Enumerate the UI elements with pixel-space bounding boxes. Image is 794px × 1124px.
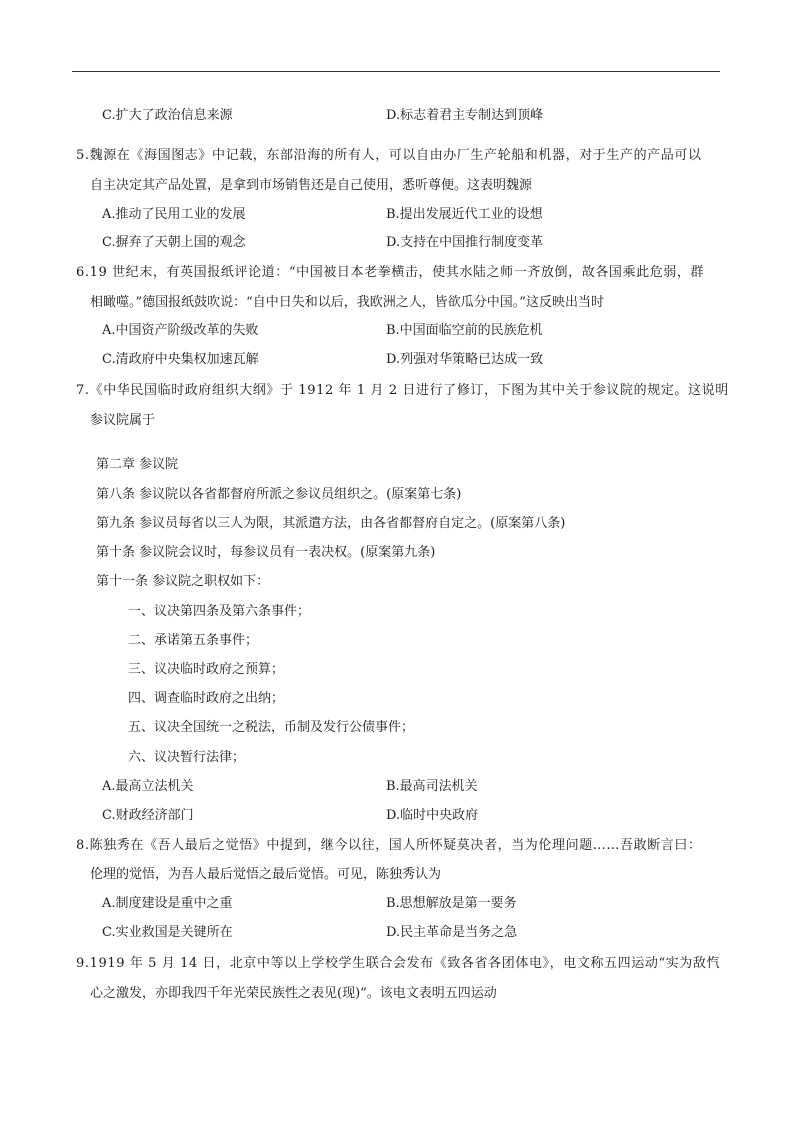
excerpt-item: 四、调查临时政府之出纳；	[128, 691, 285, 706]
header-rule	[72, 71, 720, 72]
option-a: A.推动了民用工业的发展	[102, 207, 246, 222]
question-stem: 5.魏源在《海国图志》中记载，东部沿海的所有人，可以自由办厂生产轮船和机器，对于生产的产品可以	[76, 148, 702, 163]
question-stem: 8.陈独秀在《吾人最后之觉悟》中提到，继今以往，国人所怀疑莫决者，当为伦理问题……吾敢断言曰：	[76, 838, 702, 853]
option-a: A.中国资产阶级改革的失败	[102, 323, 259, 338]
question-stem: 9.1919 年 5 月 14 日，北京中等以上学校学生联合会发布《致各省各团体电》，电文称五四运动“实为敌忾	[76, 956, 721, 971]
option-b: B.最高司法机关	[386, 779, 478, 794]
excerpt-article-11: 第十一条 参议院之职权如下：	[96, 574, 270, 589]
option-c: C.财政经济部门	[102, 808, 194, 823]
question-stem: 7.《中华民国临时政府组织大纲》于 1912 年 1 月 2 日进行了修订，下图为其中关于参议院的规定。这说明	[76, 383, 729, 398]
question-stem-continued: 伦理的觉悟，为吾人最后觉悟之最后觉悟。可见，陈独秀认为	[90, 867, 442, 882]
question-stem-continued: 相瞰噬。”德国报纸鼓吹说：“自中日失和以后，我欧洲之人，皆欲瓜分中国。”这反映出当时	[90, 295, 604, 310]
option-d: D.列强对华策略已达成一致	[386, 352, 544, 367]
excerpt-item: 一、议决第四条及第六条事件；	[128, 604, 311, 619]
option-a: A.最高立法机关	[102, 779, 194, 794]
question-stem: 6.19 世纪末，有英国报纸评论道：“中国被日本老拳横击，使其水陆之师一齐放倒，故各国乘此危弱，群	[76, 265, 705, 280]
option-b: B.提出发展近代工业的设想	[386, 207, 543, 222]
excerpt-item: 三、议决临时政府之预算；	[128, 662, 285, 677]
option-c: C.扩大了政治信息来源	[102, 108, 233, 123]
option-c: C.实业救国是关键所在	[102, 925, 233, 940]
option-c: C.清政府中央集权加速瓦解	[102, 352, 259, 367]
option-d: D.临时中央政府	[386, 808, 479, 823]
option-d: D.支持在中国推行制度变革	[386, 235, 544, 250]
excerpt-item: 六、议决暂行法律；	[128, 750, 246, 765]
option-a: A.制度建设是重中之重	[102, 896, 233, 911]
excerpt-item: 二、承诺第五条事件；	[128, 633, 259, 648]
option-b: B.中国面临空前的民族危机	[386, 323, 543, 338]
excerpt-item: 五、议决全国统一之税法，币制及发行公债事件；	[128, 720, 415, 735]
excerpt-article-8: 第八条 参议院以各省都督府所派之参议员组织之。(原案第七条)	[96, 487, 462, 502]
option-c: C.摒弃了天朝上国的观念	[102, 235, 246, 250]
excerpt-chapter-title: 第二章 参议院	[96, 457, 179, 472]
option-d: D.标志着君主专制达到顶峰	[386, 108, 544, 123]
question-stem-continued: 心之激发，亦即我四千年光荣民族性之表见(现)”。该电文表明五四运动	[90, 986, 497, 1001]
excerpt-article-10: 第十条 参议院会议时，每参议员有一表决权。(原案第九条)	[96, 545, 436, 560]
option-d: D.民主革命是当务之急	[386, 925, 518, 940]
question-stem-continued: 参议院属于	[90, 413, 156, 428]
question-stem-continued: 自主决定其产品处置，是拿到市场销售还是自己使用，悉听尊便。这表明魏源	[90, 178, 533, 193]
option-b: B.思想解放是第一要务	[386, 896, 517, 911]
excerpt-article-9: 第九条 参议员每省以三人为限，其派遣方法，由各省都督府自定之。(原案第八条)	[96, 516, 566, 531]
